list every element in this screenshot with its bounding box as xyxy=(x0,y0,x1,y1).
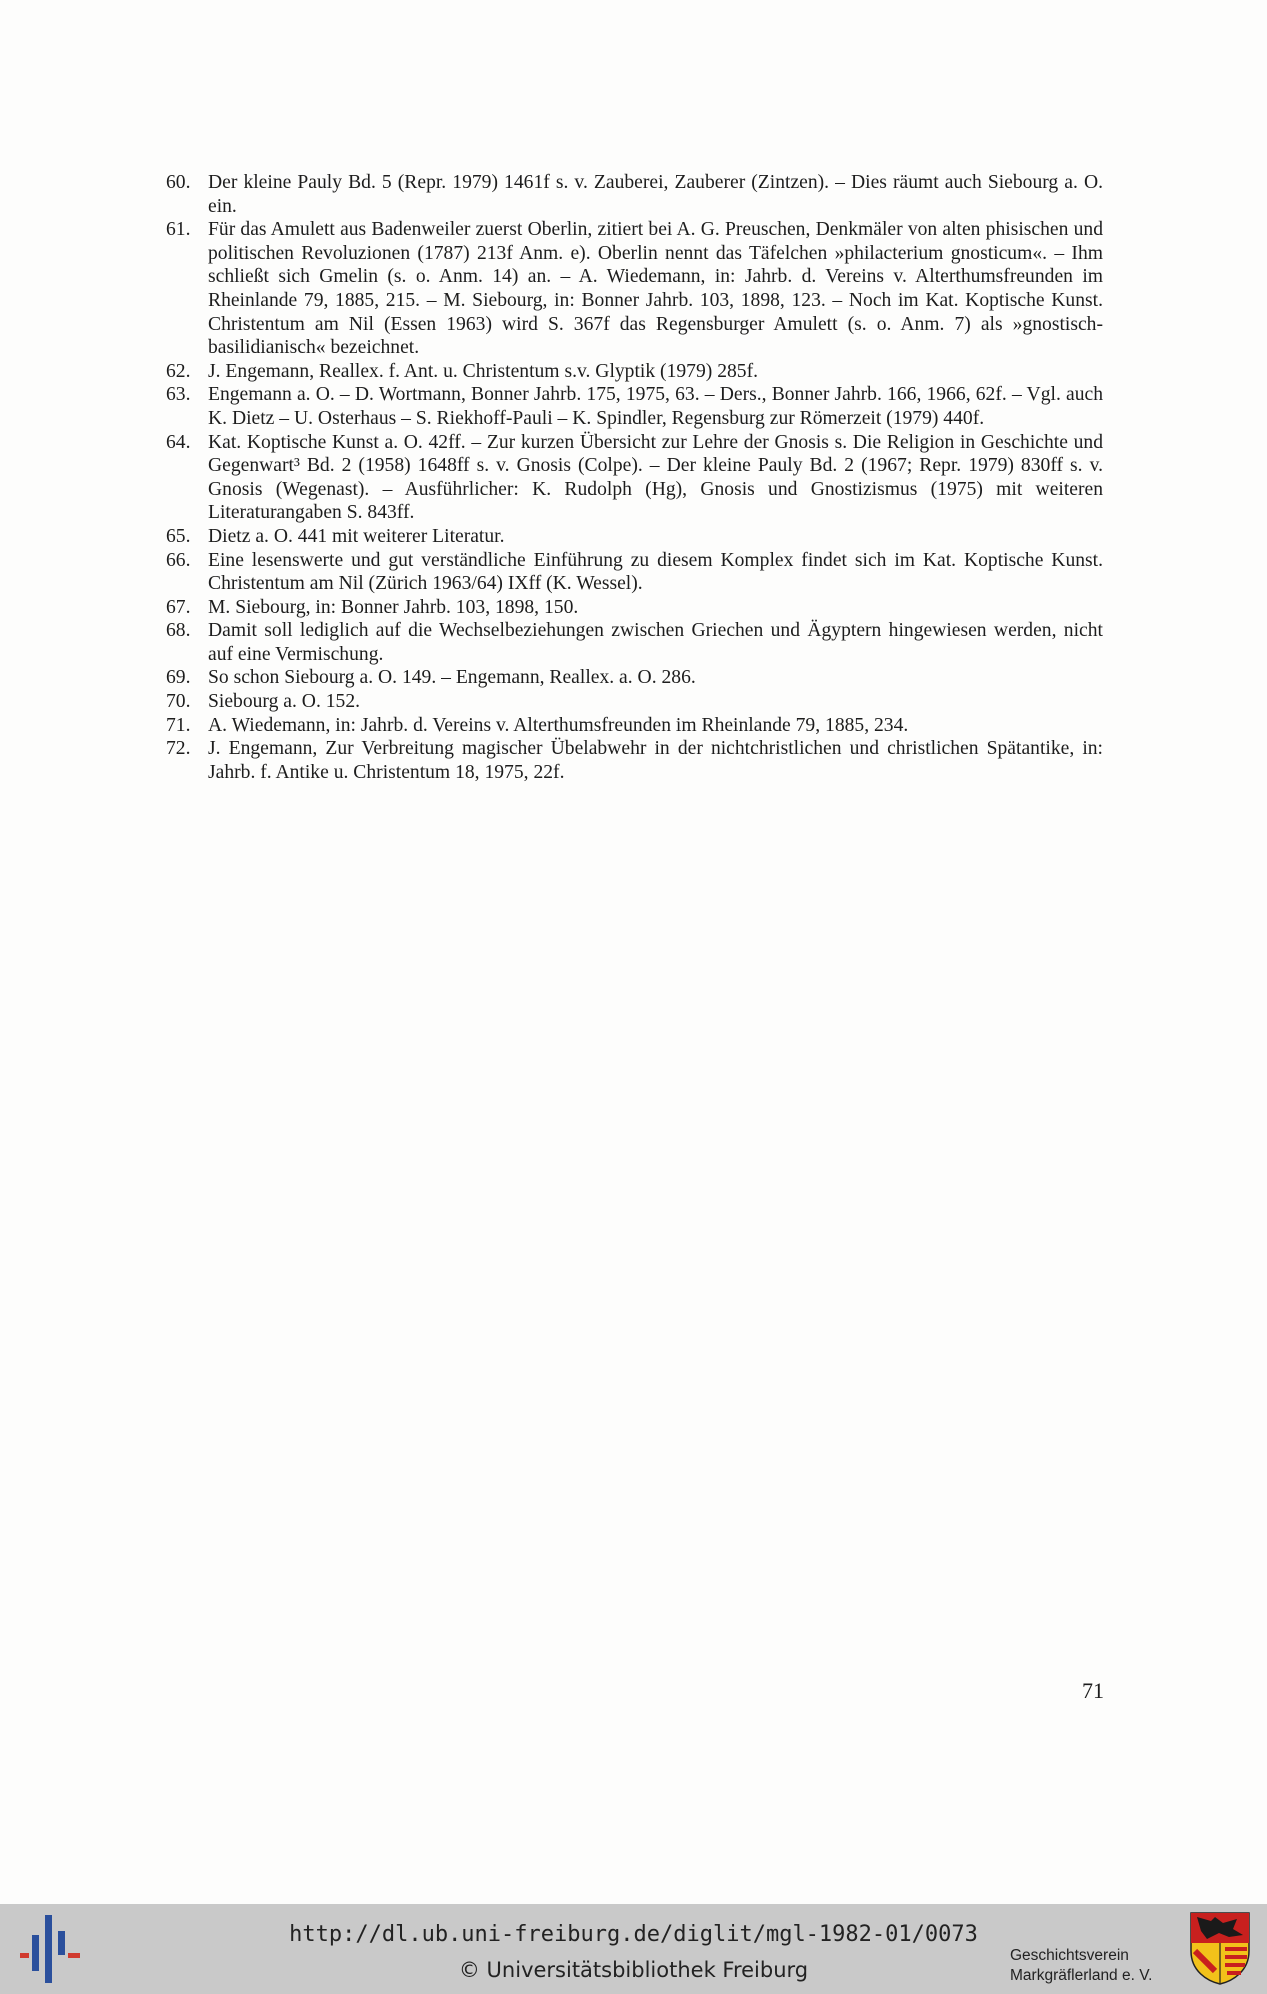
footnote-text: M. Siebourg, in: Bonner Jahrb. 103, 1898, 150. xyxy=(208,596,579,618)
footnote-65 xyxy=(166,525,1103,549)
society-name xyxy=(1010,1946,1186,1986)
footnote-number: 61. xyxy=(166,219,191,241)
footnote-72 xyxy=(166,737,1103,784)
permalink-url[interactable]: http://dl.ub.uni-freiburg.de/diglit/mgl-1982-01/0073 xyxy=(289,1922,978,1947)
footnote-61 xyxy=(166,218,1103,360)
footnote-text: Der kleine Pauly Bd. 5 (Repr. 1979) 1461f s. v. Zauberei, Zauberer (Zintzen). – Dies räumt auch Siebourg a. O. ein. xyxy=(208,172,1103,217)
footnote-68 xyxy=(166,619,1103,666)
footnote-text: Dietz a. O. 441 mit weiterer Literatur. xyxy=(208,525,505,547)
footnote-number: 68. xyxy=(166,620,191,642)
page-number: 71 xyxy=(1082,1678,1104,1703)
footnote-number: 70. xyxy=(166,691,191,713)
footnote-64 xyxy=(166,431,1103,525)
footnote-70 xyxy=(166,690,1103,714)
footnote-number: 69. xyxy=(166,667,191,689)
footnote-text: Siebourg a. O. 152. xyxy=(208,691,361,713)
footnote-text: Engemann a. O. – D. Wortmann, Bonner Jahrb. 175, 1975, 63. – Ders., Bonner Jahrb. 166, 1966, 62f. – Vgl. auch K. Dietz – U. Osterhaus – S. Riekhoff-Pauli – K. Spindler, Regensburg zur Römerzeit (1979) 440f. xyxy=(208,384,1103,429)
footnote-text: J. Engemann, Reallex. f. Ant. u. Christentum s.v. Glyptik (1979) 285f. xyxy=(208,360,759,382)
footnote-number: 60. xyxy=(166,172,191,193)
footnote-69 xyxy=(166,666,1103,690)
footnote-number: 72. xyxy=(166,738,191,760)
footnote-text: Für das Amulett aus Badenweiler zuerst Oberlin, zitiert bei A. G. Preuschen, Denkmäler von alten phisischen und politischen Revoluzionen (1787) 213f Anm. e). Oberlin nennt das Täfelchen »philacterium gnosticum«. – Ihm schließt sich Gmelin (s. o. Anm. 14) an. – A. Wiedemann, in: Jahrb. d. Vereins v. Alterthumsfreunden im Rheinlande 79, 1885, 215. – M. Siebourg, in: Bonner Jahrb. 103, 1898, 123. – Noch im Kat. Koptische Kunst. Christentum am Nil (Essen 1963) wird S. 367f das Regensburger Amulett (s. o. Anm. 7) als »gnostisch-basilidianisch« bezeichnet. xyxy=(208,219,1103,359)
footnote-text: Eine lesenswerte und gut verständliche Einführung zu diesem Komplex findet sich im Kat. Koptische Kunst. Christentum am Nil (Zürich 1963/64) IXff (K. Wessel). xyxy=(208,549,1103,595)
footnote-text: Kat. Koptische Kunst a. O. 42ff. – Zur kurzen Übersicht zur Lehre der Gnosis s. Die Religion in Geschichte und Gegenwart³ Bd. 2 (1958) 1648ff s. v. Gnosis (Colpe). – Der kleine Pauly Bd. 2 (1967; Repr. 1979) 830ff s. v. Gnosis (Wegenast). – Ausführlicher: K. Rudolph (Hg), Gnosis und Gnostizismus (1975) mit weiteren Literaturangaben S. 843ff. xyxy=(208,431,1103,524)
copyright-notice: © Universitätsbibliothek Freiburg xyxy=(458,1958,809,1982)
footnote-number: 67. xyxy=(166,596,191,618)
footnote-71 xyxy=(166,714,1103,738)
society-name-line1: Geschichtsverein xyxy=(1010,1947,1129,1964)
footnote-list xyxy=(166,171,1103,784)
footnote-number: 64. xyxy=(166,431,191,453)
footnote-text: A. Wiedemann, in: Jahrb. d. Vereins v. Alterthumsfreunden im Rheinlande 79, 1885, 234. xyxy=(208,714,909,736)
footnote-67 xyxy=(166,596,1103,620)
footnote-number: 65. xyxy=(166,525,191,547)
footnote-60 xyxy=(166,171,1103,218)
footnote-62 xyxy=(166,360,1103,384)
footnote-number: 62. xyxy=(166,360,191,382)
footnote-number: 66. xyxy=(166,549,191,571)
footnote-text: Damit soll lediglich auf die Wechselbeziehungen zwischen Griechen und Ägyptern hingewiesen werden, nicht auf eine Vermischung. xyxy=(208,620,1103,665)
footnote-number: 71. xyxy=(166,714,191,736)
footnote-text: J. Engemann, Zur Verbreitung magischer Übelabwehr in der nichtchristlichen und christlichen Spätantike, in: Jahrb. f. Antike u. Christentum 18, 1975, 22f. xyxy=(208,738,1103,783)
coat-of-arms-icon[interactable] xyxy=(1189,1911,1251,1985)
society-name-line2: Markgräflerland e. V. xyxy=(1010,1967,1153,1984)
footnote-66 xyxy=(166,549,1103,596)
footnote-63 xyxy=(166,383,1103,430)
footnote-text: So schon Siebourg a. O. 149. – Engemann, Reallex. a. O. 286. xyxy=(208,667,696,689)
footnote-number: 63. xyxy=(166,384,191,406)
